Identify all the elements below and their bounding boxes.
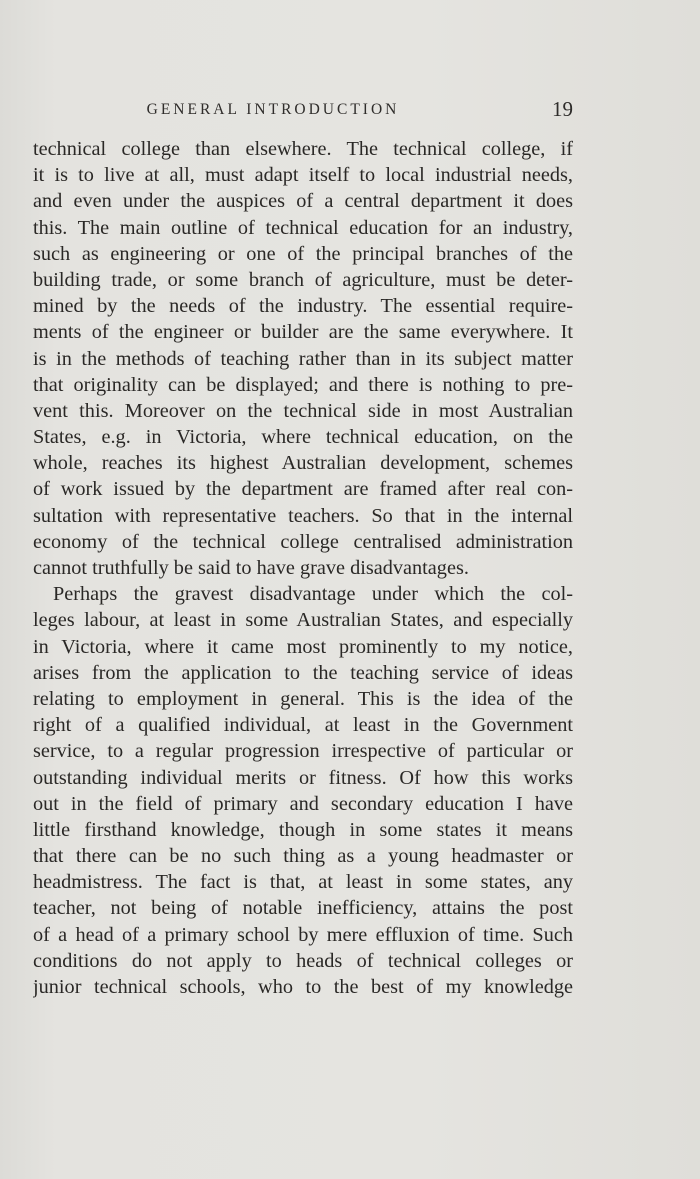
text-line: ments of the engineer or builder are the same everywhere. It [33,321,573,344]
page-number: 19 [552,97,573,121]
text-line: arises from the application to the teaching service of ideas [33,661,573,684]
paragraph-start-line: Perhaps the gravest disadvantage under which the col- [53,583,573,606]
text-line: teacher, not being of notable inefficiency, attains the post [33,897,573,920]
text-line: it is to live at all, must adapt itself to local industrial needs, [33,164,573,187]
text-line: relating to employment in general. This is the idea of the [33,687,573,710]
running-title: GENERAL INTRODUCTION [146,101,400,118]
text-line: little firsthand knowledge, though in some states it means [33,818,573,841]
text-line: States, e.g. in Victoria, where technical education, on the [33,426,573,449]
text-line: in Victoria, where it came most prominently to my notice, [33,635,573,658]
text-line: this. The main outline of technical education for an industry, [33,216,573,239]
text-line: that originality can be displayed; and there is nothing to pre- [33,373,573,396]
text-line: headmistress. The fact is that, at least in some states, any [33,871,573,894]
text-line: and even under the auspices of a central department it does [33,190,573,213]
text-line: such as engineering or one of the principal branches of the [33,242,573,265]
text-line: sultation with representative teachers. So that in the internal [33,504,573,527]
text-line: junior technical schools, who to the best of my knowledge [33,976,573,998]
paragraph-end-line: cannot truthfully be said to have grave disadvantages. [33,557,469,579]
text-line: mined by the needs of the industry. The essential require- [33,295,573,318]
text-line: vent this. Moreover on the technical side in most Australian [33,399,573,422]
text-line: technical college than elsewhere. The technical college, if [33,138,573,160]
text-line: right of a qualified individual, at least in the Government [33,714,573,737]
running-head [33,99,573,123]
text-line: of work issued by the department are framed after real con- [33,478,573,501]
text-line: leges labour, at least in some Australian States, and especially [33,609,573,632]
body-text [33,136,573,1000]
text-line: economy of the technical college centralised administration [33,530,573,553]
text-line: that there can be no such thing as a young headmaster or [33,845,573,868]
text-line: building trade, or some branch of agriculture, must be deter- [33,268,573,291]
text-line: outstanding individual merits or fitness. Of how this works [33,766,573,789]
text-line: conditions do not apply to heads of technical colleges or [33,949,573,972]
text-line: service, to a regular progression irrespective of particular or [33,740,573,763]
text-line: is in the methods of teaching rather than in its subject matter [33,347,573,370]
text-line: of a head of a primary school by mere effluxion of time. Such [33,923,573,946]
text-line: whole, reaches its highest Australian development, schemes [33,452,573,475]
text-line: out in the field of primary and secondary education I have [33,792,573,815]
